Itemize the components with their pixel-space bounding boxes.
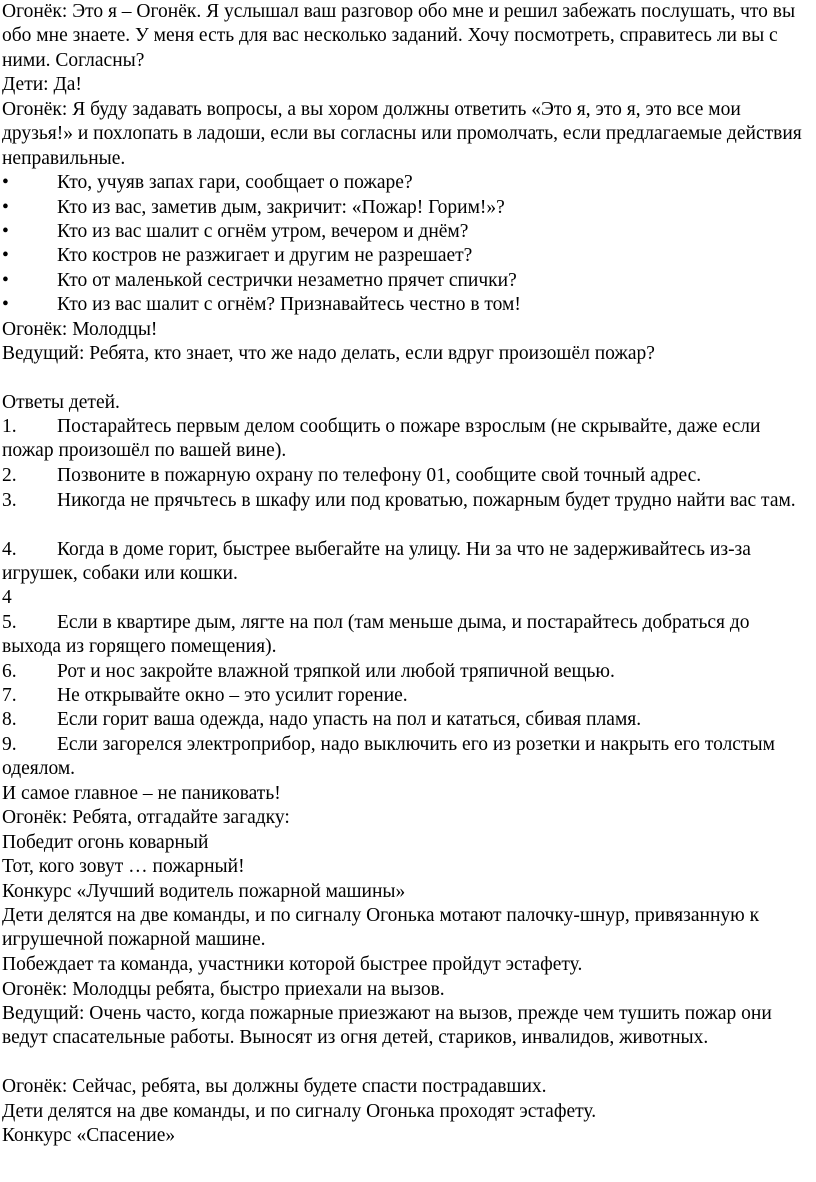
bullet-text: Кто из вас шалит с огнём утром, вечером и днём? xyxy=(57,221,469,242)
numbered-item xyxy=(2,464,810,488)
bullet-text: Кто костров не разжигает и другим не разрешает? xyxy=(57,245,473,266)
item-number: 3. xyxy=(2,490,17,511)
item-number: 7. xyxy=(2,685,17,706)
item-text: Когда в доме горит, быстрее выбегайте на улицу. Ни за что не задерживайтесь из-за игрушек, собаки или кошки. xyxy=(2,539,751,585)
bullet-item xyxy=(2,220,810,244)
bullet-text: Кто из вас, заметив дым, закричит: «Пожар! Горим!»? xyxy=(57,197,505,218)
paragraph-children-answers-heading: Ответы детей. xyxy=(2,392,120,413)
item-number: 5. xyxy=(2,612,17,633)
paragraph-contest-driver-title: Конкурс «Лучший водитель пожарной машины» xyxy=(2,881,406,902)
paragraph-contest-winner: Побеждает та команда, участники которой быстрее пройдут эстафету. xyxy=(2,954,583,975)
bullet-marker: • xyxy=(2,245,9,266)
numbered-item xyxy=(2,660,810,684)
item-number: 6. xyxy=(2,661,17,682)
paragraph-host-question: Ведущий: Ребята, кто знает, что же надо делать, если вдруг произошёл пожар? xyxy=(2,343,655,364)
numbered-item xyxy=(2,538,810,587)
bullet-text: Кто от маленькой сестрички незаметно прячет спички? xyxy=(57,270,517,291)
numbered-item xyxy=(2,489,810,513)
bullet-item xyxy=(2,196,810,220)
paragraph-teams-relay: Дети делятся на две команды, и по сигналу Огонька проходят эстафету. xyxy=(2,1101,597,1122)
paragraph-main-rule: И самое главное – не паниковать! xyxy=(2,783,281,804)
numbered-item xyxy=(2,611,810,660)
numbered-item xyxy=(2,415,810,464)
bullet-item xyxy=(2,293,810,317)
item-number: 8. xyxy=(2,709,17,730)
bullet-marker: • xyxy=(2,197,9,218)
paragraph-contest-driver-rules: Дети делятся на две команды, и по сигналу Огонька мотают палочку-шнур, привязанную к игрушечной пожарной машине. xyxy=(2,905,760,951)
paragraph-riddle-line-1: Победит огонь коварный xyxy=(2,832,209,853)
paragraph-ogonek-arrived: Огонёк: Молодцы ребята, быстро приехали на вызов. xyxy=(2,979,445,1000)
item-text: Рот и нос закройте влажной тряпкой или любой тряпичной вещью. xyxy=(57,661,615,682)
paragraph-children-answer: Дети: Да! xyxy=(2,74,82,95)
bullet-text: Кто из вас шалит с огнём? Признавайтесь честно в том! xyxy=(57,294,521,315)
bullet-item xyxy=(2,244,810,268)
numbered-item xyxy=(2,733,810,782)
item-number: 9. xyxy=(2,734,17,755)
bullet-marker: • xyxy=(2,172,9,193)
paragraph-ogonek-save: Огонёк: Сейчас, ребята, вы должны будете спасти пострадавших. xyxy=(2,1076,547,1097)
item-text: Если горит ваша одежда, надо упасть на пол и кататься, сбивая пламя. xyxy=(57,709,642,730)
item-number: 4. xyxy=(2,539,17,560)
item-text: Не открывайте окно – это усилит горение. xyxy=(57,685,408,706)
paragraph-ogonek-rules: Огонёк: Я буду задавать вопросы, а вы хором должны ответить «Это я, это я, это все мои друзья!» и похлопать в ладоши, если вы согласны или промолчать, если предлагаемые действия неправильные. xyxy=(2,99,802,169)
bullet-marker: • xyxy=(2,294,9,315)
item-number: 1. xyxy=(2,416,17,437)
bullet-item xyxy=(2,269,810,293)
paragraph-ogonek-intro: Огонёк: Это я – Огонёк. Я услышал ваш разговор обо мне и решил забежать послушать, что вы обо мне знаете. У меня есть для вас несколько заданий. Хочу посмотреть, справитесь ли вы с ними. Согласны? xyxy=(2,1,796,71)
item-number: 2. xyxy=(2,465,17,486)
bullet-text: Кто, учуяв запах гари, сообщает о пожаре? xyxy=(57,172,413,193)
item-text: Если в квартире дым, лягте на пол (там меньше дыма, и постарайтесь добраться до выхода из горящего помещения). xyxy=(2,612,750,658)
item-text: Позвоните в пожарную охрану по телефону 01, сообщите свой точный адрес. xyxy=(57,465,702,486)
bullet-marker: • xyxy=(2,221,9,242)
numbered-item xyxy=(2,684,810,708)
numbered-item xyxy=(2,708,810,732)
item-text: Если загорелся электроприбор, надо выключить его из розетки и накрыть его толстым одеялом. xyxy=(2,734,775,780)
paragraph-contest-rescue-title: Конкурс «Спасение» xyxy=(2,1125,176,1146)
page-number: 4 xyxy=(2,587,12,608)
paragraph-riddle-intro: Огонёк: Ребята, отгадайте загадку: xyxy=(2,807,290,828)
paragraph-ogonek-praise: Огонёк: Молодцы! xyxy=(2,319,158,340)
item-text: Никогда не прячьтесь в шкафу или под кроватью, пожарным будет трудно найти вас там. xyxy=(57,490,796,511)
paragraph-riddle-line-2: Тот, кого зовут … пожарный! xyxy=(2,856,245,877)
item-text: Постарайтесь первым делом сообщить о пожаре взрослым (не скрывайте, даже если пожар произошёл по вашей вине). xyxy=(2,416,761,462)
bullet-marker: • xyxy=(2,270,9,291)
paragraph-host-rescue: Ведущий: Очень часто, когда пожарные приезжают на вызов, прежде чем тушить пожар они ведут спасательные работы. Выносят из огня детей, стариков, инвалидов, животных. xyxy=(2,1003,772,1049)
bullet-item xyxy=(2,171,810,195)
